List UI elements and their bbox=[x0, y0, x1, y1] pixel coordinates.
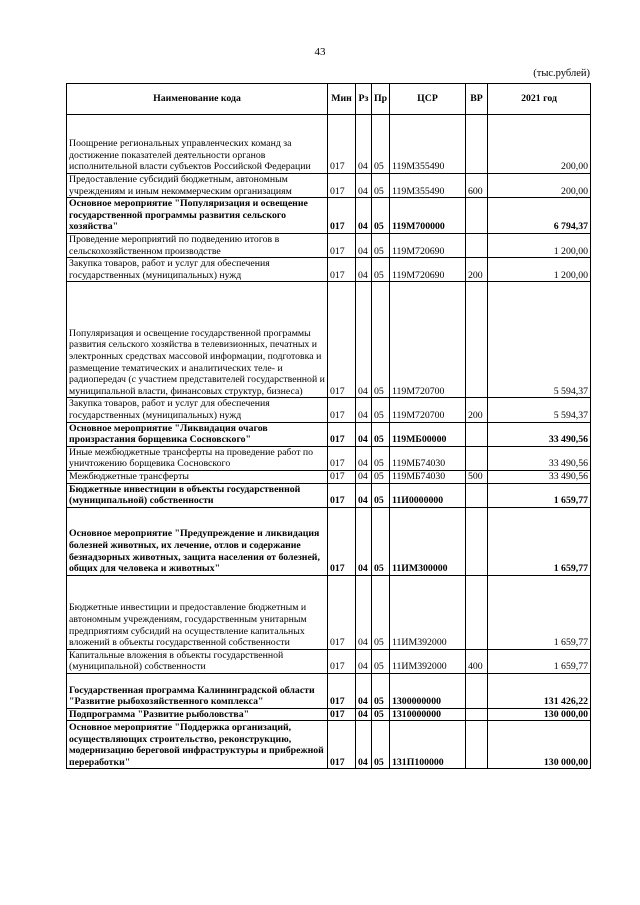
row-vr: 200 bbox=[466, 258, 488, 282]
row-min: 017 bbox=[328, 708, 356, 721]
row-name: Иные межбюджетные трансферты на проведение работ по уничтожению борщевика Сосновского bbox=[67, 446, 328, 470]
row-name: Бюджетные инвестиции в объекты государственной (муниципальной) собственности bbox=[67, 483, 328, 507]
row-name: Закупка товаров, работ и услуг для обеспечения государственных (муниципальных) нужд bbox=[67, 398, 328, 422]
header-vr: ВР bbox=[466, 84, 488, 115]
table-header-row bbox=[67, 84, 591, 115]
budget-table bbox=[66, 83, 591, 769]
table-row bbox=[67, 422, 591, 446]
row-min: 017 bbox=[328, 233, 356, 257]
row-min: 017 bbox=[328, 470, 356, 483]
table-row bbox=[67, 446, 591, 470]
row-amount: 1 659,77 bbox=[488, 507, 591, 575]
row-rz: 04 bbox=[356, 422, 372, 446]
row-min: 017 bbox=[328, 198, 356, 234]
table-row bbox=[67, 398, 591, 422]
row-vr bbox=[466, 282, 488, 398]
row-vr bbox=[466, 198, 488, 234]
row-pr: 05 bbox=[372, 446, 390, 470]
row-csr: 119М700000 bbox=[390, 198, 466, 234]
row-amount: 1 200,00 bbox=[488, 258, 591, 282]
header-name: Наименование кода bbox=[67, 84, 328, 115]
table-row bbox=[67, 483, 591, 507]
table-row bbox=[67, 470, 591, 483]
row-amount: 130 000,00 bbox=[488, 721, 591, 769]
row-min: 017 bbox=[328, 446, 356, 470]
row-rz: 04 bbox=[356, 673, 372, 708]
row-rz: 04 bbox=[356, 507, 372, 575]
row-vr bbox=[466, 446, 488, 470]
row-pr: 05 bbox=[372, 507, 390, 575]
row-pr: 05 bbox=[372, 708, 390, 721]
row-csr: 11ИМ300000 bbox=[390, 507, 466, 575]
row-csr: 11ИМ392000 bbox=[390, 649, 466, 673]
row-min: 017 bbox=[328, 483, 356, 507]
row-name: Государственная программа Калининградской области "Развитие рыбохозяйственного комплекса" bbox=[67, 673, 328, 708]
row-amount: 33 490,56 bbox=[488, 470, 591, 483]
header-min: Мин bbox=[328, 84, 356, 115]
row-csr: 119МБ74030 bbox=[390, 470, 466, 483]
table-row bbox=[67, 673, 591, 708]
row-name: Популяризация и освещение государственной программы развития сельского хозяйства в телевизионных, печатных и электронных средствах массовой информации, подготовка и размещение тематических и аналитических теле- и радиопередач (с участием представителей государственной и муниципальной власти, финансовых структур, бизнеса) bbox=[67, 282, 328, 398]
row-rz: 04 bbox=[356, 174, 372, 198]
row-min: 017 bbox=[328, 721, 356, 769]
row-name: Предоставление субсидий бюджетным, автономным учреждениям и иным некоммерческим организациям bbox=[67, 174, 328, 198]
row-pr: 05 bbox=[372, 115, 390, 174]
row-vr bbox=[466, 708, 488, 721]
row-csr: 119МБ00000 bbox=[390, 422, 466, 446]
row-pr: 05 bbox=[372, 174, 390, 198]
table-row bbox=[67, 198, 591, 234]
row-vr bbox=[466, 507, 488, 575]
row-pr: 05 bbox=[372, 721, 390, 769]
row-name: Подпрограмма "Развитие рыболовства" bbox=[67, 708, 328, 721]
row-csr: 119М720700 bbox=[390, 398, 466, 422]
row-min: 017 bbox=[328, 174, 356, 198]
row-vr: 600 bbox=[466, 174, 488, 198]
row-amount: 5 594,37 bbox=[488, 398, 591, 422]
row-min: 017 bbox=[328, 398, 356, 422]
row-pr: 05 bbox=[372, 398, 390, 422]
row-pr: 05 bbox=[372, 673, 390, 708]
row-amount: 1 659,77 bbox=[488, 575, 591, 649]
row-csr: 119М720700 bbox=[390, 282, 466, 398]
row-pr: 05 bbox=[372, 282, 390, 398]
row-pr: 05 bbox=[372, 470, 390, 483]
table-row bbox=[67, 708, 591, 721]
row-pr: 05 bbox=[372, 575, 390, 649]
row-name: Основное мероприятие "Поддержка организаций, осуществляющих строительство, реконструкцию, модернизацию береговой инфраструктуры и прибрежной переработки" bbox=[67, 721, 328, 769]
table-row bbox=[67, 115, 591, 174]
row-rz: 04 bbox=[356, 233, 372, 257]
row-vr bbox=[466, 673, 488, 708]
row-csr: 119МБ74030 bbox=[390, 446, 466, 470]
row-amount: 1 659,77 bbox=[488, 649, 591, 673]
row-vr bbox=[466, 233, 488, 257]
row-rz: 04 bbox=[356, 470, 372, 483]
header-pr: Пр bbox=[372, 84, 390, 115]
row-min: 017 bbox=[328, 115, 356, 174]
table-row bbox=[67, 174, 591, 198]
row-csr: 119М355490 bbox=[390, 174, 466, 198]
row-name: Поощрение региональных управленческих команд за достижение показателей деятельности органов исполнительной власти субъектов Российской Федерации bbox=[67, 115, 328, 174]
row-min: 017 bbox=[328, 649, 356, 673]
row-rz: 04 bbox=[356, 115, 372, 174]
row-min: 017 bbox=[328, 422, 356, 446]
row-rz: 04 bbox=[356, 446, 372, 470]
table-row bbox=[67, 282, 591, 398]
row-rz: 04 bbox=[356, 258, 372, 282]
row-pr: 05 bbox=[372, 198, 390, 234]
row-pr: 05 bbox=[372, 483, 390, 507]
row-amount: 130 000,00 bbox=[488, 708, 591, 721]
row-vr bbox=[466, 115, 488, 174]
row-rz: 04 bbox=[356, 649, 372, 673]
row-min: 017 bbox=[328, 282, 356, 398]
row-vr: 200 bbox=[466, 398, 488, 422]
row-vr bbox=[466, 575, 488, 649]
row-min: 017 bbox=[328, 575, 356, 649]
row-rz: 04 bbox=[356, 398, 372, 422]
row-csr: 11И0000000 bbox=[390, 483, 466, 507]
row-amount: 1 200,00 bbox=[488, 233, 591, 257]
row-pr: 05 bbox=[372, 422, 390, 446]
row-name: Основное мероприятие "Ликвидация очагов произрастания борщевика Сосновского" bbox=[67, 422, 328, 446]
row-vr bbox=[466, 721, 488, 769]
row-min: 017 bbox=[328, 673, 356, 708]
row-amount: 6 794,37 bbox=[488, 198, 591, 234]
row-vr bbox=[466, 422, 488, 446]
row-pr: 05 bbox=[372, 233, 390, 257]
row-rz: 04 bbox=[356, 198, 372, 234]
row-name: Проведение мероприятий по подведению итогов в сельскохозяйственном производстве bbox=[67, 233, 328, 257]
row-csr: 119М720690 bbox=[390, 233, 466, 257]
row-csr: 11ИМ392000 bbox=[390, 575, 466, 649]
page-number: 43 bbox=[314, 46, 326, 58]
row-rz: 04 bbox=[356, 575, 372, 649]
row-csr: 131П100000 bbox=[390, 721, 466, 769]
row-name: Основное мероприятие "Популяризация и освещение государственной программы развития сельского хозяйства" bbox=[67, 198, 328, 234]
row-csr: 119М355490 bbox=[390, 115, 466, 174]
row-name: Основное мероприятие "Предупреждение и ликвидация болезней животных, их лечение, отлов и содержание безнадзорных животных, защита населения от болезней, общих для человека и животных" bbox=[67, 507, 328, 575]
row-amount: 33 490,56 bbox=[488, 446, 591, 470]
row-min: 017 bbox=[328, 507, 356, 575]
units-label: (тыс.рублей) bbox=[533, 68, 590, 79]
row-amount: 200,00 bbox=[488, 115, 591, 174]
table-row bbox=[67, 233, 591, 257]
row-name: Бюджетные инвестиции и предоставление бюджетным и автономным учреждениям, государственным унитарным предприятиям субсидий на осуществление капитальных вложений в объекты государственной собственности bbox=[67, 575, 328, 649]
header-rz: Рз bbox=[356, 84, 372, 115]
row-pr: 05 bbox=[372, 258, 390, 282]
row-amount: 33 490,56 bbox=[488, 422, 591, 446]
header-year: 2021 год bbox=[488, 84, 591, 115]
table-row bbox=[67, 507, 591, 575]
row-rz: 04 bbox=[356, 708, 372, 721]
row-amount: 5 594,37 bbox=[488, 282, 591, 398]
row-amount: 131 426,22 bbox=[488, 673, 591, 708]
table-row bbox=[67, 258, 591, 282]
table-row bbox=[67, 575, 591, 649]
row-csr: 1310000000 bbox=[390, 708, 466, 721]
row-vr: 500 bbox=[466, 470, 488, 483]
row-vr bbox=[466, 483, 488, 507]
header-csr: ЦСР bbox=[390, 84, 466, 115]
row-amount: 1 659,77 bbox=[488, 483, 591, 507]
row-csr: 1300000000 bbox=[390, 673, 466, 708]
row-vr: 400 bbox=[466, 649, 488, 673]
row-rz: 04 bbox=[356, 282, 372, 398]
row-name: Капитальные вложения в объекты государственной (муниципальной) собственности bbox=[67, 649, 328, 673]
row-min: 017 bbox=[328, 258, 356, 282]
table-row bbox=[67, 721, 591, 769]
row-rz: 04 bbox=[356, 721, 372, 769]
table-row bbox=[67, 649, 591, 673]
row-amount: 200,00 bbox=[488, 174, 591, 198]
row-name: Закупка товаров, работ и услуг для обеспечения государственных (муниципальных) нужд bbox=[67, 258, 328, 282]
row-rz: 04 bbox=[356, 483, 372, 507]
row-csr: 119М720690 bbox=[390, 258, 466, 282]
row-name: Межбюджетные трансферты bbox=[67, 470, 328, 483]
row-pr: 05 bbox=[372, 649, 390, 673]
